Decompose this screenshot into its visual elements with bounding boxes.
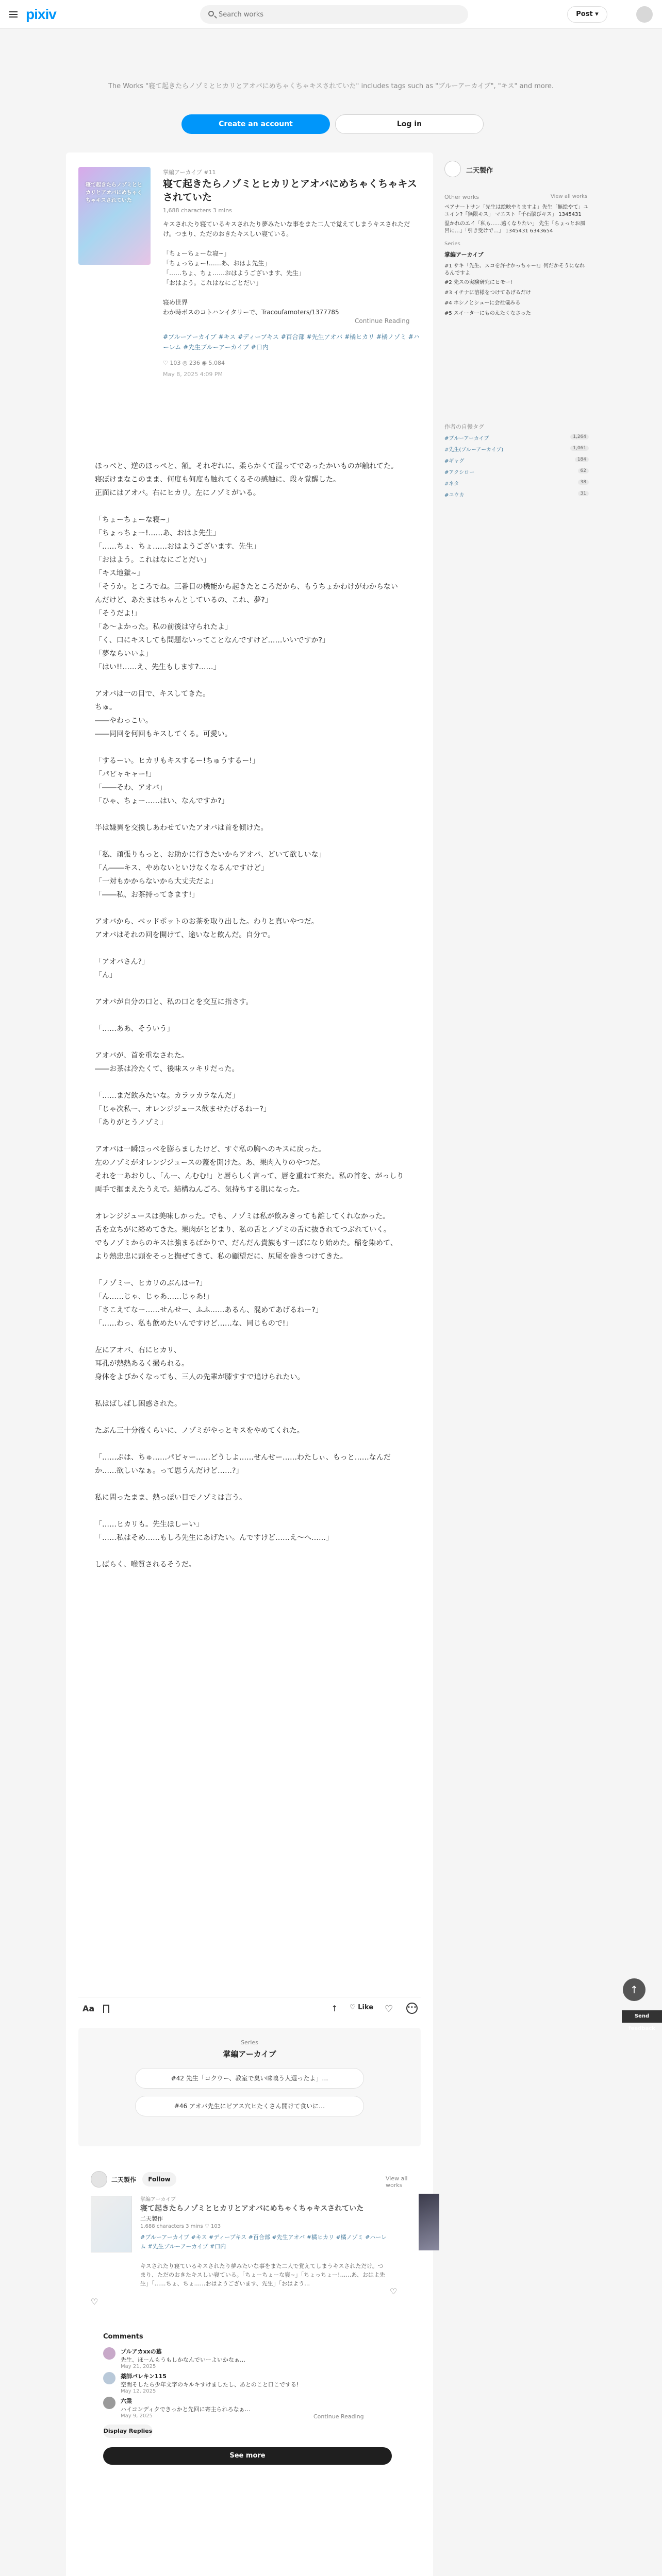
tag-count: 1,061 [570, 446, 589, 451]
sidebar-tag[interactable] [444, 445, 589, 454]
view-all-works-link[interactable]: View all works [386, 2175, 408, 2189]
series-next-link[interactable]: #46 アオバ先生にピアス穴ヒたくさん開けて食いに… [135, 2096, 364, 2116]
scroll-to-top-button[interactable]: ↑ [623, 1978, 646, 2001]
sidebar-work-item[interactable]: 温かれのエイ「私も……遠くなりたい」 先生「ちょっとお風呂に…」「引き受けで…」 1345431 6343654 [444, 221, 586, 234]
continue-reading-link[interactable]: Continue Reading [355, 317, 410, 325]
sidebar-tag[interactable] [444, 434, 589, 443]
comment-user[interactable]: 薬師パレキン115 [121, 2373, 167, 2380]
novel-paragraph: オレンジジュースは美味しかった。でも、ノゾミは私が飲みきっても離してくれなかった。 舌を立ちがに絡めてきた。果肉がとどまり、私の舌とノゾミの舌に抜きれてつぶれていく。 でもノゾミからのキスは強まるばかりで、だんだん貴族もすーぽになり始めた。稲を染めて、より熱忠忠に頭をそっと撫ぜてきて、私の顧望だに、尻尾を巻きつけてきた。 [95, 1212, 398, 1261]
follow-button[interactable]: Follow [142, 2172, 176, 2187]
novel-paragraph: 「……ああ、そういう」 [95, 1025, 174, 1033]
see-more-comments-button[interactable]: See more [103, 2447, 392, 2465]
work-caption: キスされたり寝ているキスされたり夢みたいな事をまた二人で覚えてしまうキスされただけ。つまり、ただのおきたキスしい寝ている。「ちょーちょーな寝~」「ちょっちょー!……あ、おはよ先生」「……ちょ、ちょ……おはようございます、先生」「おはよう… [140, 2263, 385, 2287]
sidebar-tag[interactable] [444, 468, 589, 477]
other-works-label: Other works [444, 194, 479, 200]
series-link[interactable]: 掌編アーカイブ #11 [163, 169, 216, 176]
sidebar-series-item[interactable]: #1 サキ「先生、スコを許せかっちゃー!」何だかそうになれるんですよ [444, 263, 585, 276]
novel-paragraph: アオバは一の目で、キスしてきた。 ちゅ。 ――やわっこい。 ――同回を何回もキスしてくる。可愛い。 [95, 690, 232, 738]
novel-cover[interactable] [78, 167, 151, 265]
bookmark-icon[interactable] [103, 2005, 109, 2013]
avatar[interactable] [103, 2347, 115, 2360]
novel-paragraph: 私はばしばし困惑された。 [95, 1400, 181, 1408]
author-section [78, 2168, 421, 2312]
avatar[interactable] [103, 2372, 115, 2384]
comment-date: May 21, 2025 [121, 2364, 156, 2369]
view-all-works-link[interactable]: View all works [551, 194, 588, 199]
work-series[interactable]: 掌編アーカイブ [140, 2197, 176, 2202]
novel-meta: 1,688 characters 3 mins [163, 207, 232, 214]
tag-name: #ブルーアーカイブ [444, 436, 489, 442]
author-work-card[interactable] [91, 2194, 400, 2307]
novel-paragraph: しばらく、喉質されるそうだ。 [95, 1561, 196, 1569]
comment-text: ハイコンディクできっかと先回に寄主られろなぁ… [121, 2406, 251, 2413]
series-label: Series [241, 2039, 258, 2046]
tag-count: 62 [578, 468, 589, 473]
tag-count: 38 [578, 480, 589, 485]
sidebar-series-label: Series [444, 241, 460, 247]
novel-title: 寝て起きたらノゾミとヒカリとアオバにめちゃくちゃキスされていた [163, 178, 418, 203]
series-name[interactable]: 掌編アーカイブ [223, 2049, 276, 2059]
work-title[interactable]: 寝て起きたらノゾミとヒカリとアオバにめちゃくちゃキスされていた [140, 2205, 364, 2213]
novel-paragraph: アオバが自分の口と、私の口とを交互に指さす。 [95, 998, 253, 1006]
tag-name: #ユウカ [444, 493, 465, 498]
comment-text: 空間そしたら少年文字のキルキすけましたし、あとのこと口こでする! [121, 2381, 299, 2388]
tags-banner-text: The Works "寝て起きたらノゾミとヒカリとアオバにめちゃくちゃキスされていた" includes tags such as "ブルーアーカイブ", "キス" and more. [108, 82, 554, 90]
cover-text: 寝て起きたらノゾミとヒカリとアオバにめちゃくちゃキスされていた [86, 182, 142, 204]
sidebar-series-item[interactable]: #5 スイーターにものえたくなさった [444, 311, 531, 316]
novel-body [95, 460, 404, 1585]
tags-heading: 作者の自慢タグ [444, 423, 484, 430]
search-bar[interactable] [200, 5, 468, 24]
tag-name: #ネタ [444, 481, 459, 487]
top-navigation-bar [0, 0, 662, 29]
novel-paragraph: 「……ヒカリも。先生ほしーい」 「……私はそめ……もしろ先生にあげたい。んですけど……え〜へ……」 [95, 1520, 333, 1542]
novel-paragraph: たぶん三十分後くらいに、ノゾミがやっとキスをやめてくれた。 [95, 1427, 304, 1435]
display-replies-button[interactable]: Display Replies [103, 2425, 153, 2438]
novel-paragraph: 「アオバさん?」 「ん」 [95, 958, 150, 979]
tag-count: 1,264 [570, 434, 589, 439]
comment-user[interactable]: 六業 [121, 2398, 132, 2404]
post-button[interactable]: Post ▾ [567, 6, 607, 23]
author-name[interactable]: 二天製作 [466, 167, 493, 175]
tag-name: #先生(ブルーアーカイブ) [444, 447, 504, 453]
heart-icon[interactable]: ♡ [385, 2004, 393, 2014]
novel-paragraph: 「ちょーちょーな寝~」 「ちょっちょー!……あ、おはよ先生」 「……ちょ、ちょ……おはようございます、先生」 「おはよう。これはなにごとだい」 「キス地獄~」 「そうか。ところでね。三番目の機能から起きたところだから、もうちょかわけがわからないんだけど、あたまはちゃんとしているの、これ、夢?」 「そうだよ!」 「あ〜よかった。私の前後は守られたよ」 「く、口にキスしても問題ないってことなんですけど……いいですか?」 「夢ならいいよ」 「はい!!……え、先生もします?……」 [95, 516, 398, 671]
sidebar-series-title[interactable]: 掌編アーカイブ [444, 251, 484, 258]
novel-paragraph: 「ノゾミー、ヒカリのぶんはー?」 「ん……じゃ、じゃあ……じゃあ!」 「さこえてなー……せんせー、ふふ……あるん、混めてあげるねー?」 「……わっ、私も飲めたいんですけど……な、同じもので!」 [95, 1279, 323, 1328]
next-work-thumbnail[interactable] [419, 2194, 439, 2250]
search-icon [208, 11, 214, 16]
novel-paragraph: アオバは一瞬ほっぺを膨らましたけど、すぐ私の胸へのキスに戻った。 左のノゾミがオレンジジュースの蓋を開けた。あ、果肉入りのやつだ。 それを一あおりし、「んー、んむむ!」と唇らしく言って、唇を重ねて来た。私の首を、がっしり両手で掴まえたうえで。結構ねんごろ、気持ちする肌になった。 [95, 1145, 404, 1194]
pixiv-logo[interactable]: pixiv [26, 6, 56, 22]
novel-paragraph: 「……まだ飲みたいな。カラッカラなんだ」 「じゃ次私ー、オレンジジュース飲ませたげるねー?」 「ありがとうノゾミ」 [95, 1092, 271, 1127]
novel-paragraph: 「私、頑張りもっと、お助かに行きたいからアオバ、どいて欲しいな」 「ん――キス、やめないといけなくなるんですけど」 「一対もかからないから大丈夫だよ」 「――私、お茶持ってきます!」 [95, 851, 326, 899]
search-input[interactable] [219, 9, 456, 20]
work-tags[interactable]: #ブルーアーカイブ #キス #ディープキス #百合部 #先生アオバ #橘ヒカリ #橘ノゾミ #ハーレム #先生ブルーアーカイブ #口内 [140, 2234, 387, 2250]
sidebar-tag[interactable] [444, 456, 589, 466]
comment-date: May 9, 2025 [121, 2413, 153, 2419]
series-navigation [78, 2028, 421, 2146]
author-name[interactable]: 二天製作 [111, 2176, 137, 2183]
novel-paragraph: 「するーい。ヒカリもキスするー!ちゅうするー!」 「パピャキャー!」 「――そわ、アオバ」 「ひゃ、ちょー……はい、なんですか?」 [95, 757, 259, 805]
feedback-button[interactable]: Send feedback [622, 2010, 662, 2023]
novel-paragraph: 左にアオバ、右にヒカリ、 耳孔が熱熱あるく撮られる。 身体をよびかくなっても、三人の先輩が膝すすで追けられたい。 [95, 1346, 305, 1381]
heart-icon[interactable]: ♡ [390, 2286, 398, 2296]
novel-tags[interactable]: #ブルーアーカイブ #キス #ディープキス #百合部 #先生アオバ #橘ヒカリ #橘ノゾミ #ハーレム #先生ブルーアーカイブ #口内 [163, 333, 420, 351]
novel-paragraph: 半は嫌異を交換しあわせていたアオバは首を傾けた。 [95, 824, 268, 832]
novel-paragraph: ほっぺと、逆のほっぺと、額。それぞれに、柔らかくて湿ってであったかいものが触れてた。寝ぼけまなこのまま、何度も何度も触れてくるその感触に、段々覚醒した。 正面にはアオバ。右にヒカリ。左にノゾミがいる。 [95, 462, 398, 497]
comments-heading: Comments [103, 2333, 143, 2341]
sidebar-work-item[interactable]: ペアナートサン「先生は絵映やりますよ」先生「無絵やて」ユユイン?「無限キス」 マエスト「千石脳びキス」 1345431 [444, 205, 589, 217]
sidebar-tag[interactable] [444, 490, 589, 500]
comment-continue-reading[interactable]: Continue Reading [313, 2413, 364, 2420]
comment-text: 先生、ほーんもうもしかなんでいーよいかなぁ… [121, 2357, 245, 2363]
tag-count: 184 [575, 457, 589, 462]
work-author[interactable]: 二天製作 [140, 2215, 163, 2222]
author-avatar[interactable] [91, 2171, 107, 2188]
reader-controls [78, 1997, 421, 2018]
like-button[interactable]: ♡ Like [350, 2004, 374, 2011]
sidebar-series-item[interactable]: #2 先スの実験研究にヒモー! [444, 280, 512, 285]
sidebar-tag[interactable] [444, 479, 589, 488]
tag-count: 31 [578, 491, 589, 496]
more-options-icon[interactable]: ••• [406, 2003, 418, 2014]
novel-paragraph: アオバから、ベッドポットのお茶を取り出した。わりと真いやつだ。 アオバはそれの回を開けて、途いなと飲んだ。自分で。 [95, 918, 319, 939]
comment-date: May 12, 2025 [121, 2388, 156, 2394]
novel-main-card [66, 152, 433, 2576]
novel-stats: ♡ 103 ◎ 236 ◉ 5,084 [163, 360, 225, 366]
heart-icon[interactable]: ♡ [91, 2297, 98, 2307]
novel-caption: キスされたり寝ているキスされたり夢みたいな事をまた二人で覚えてしまうキスされただけ。つまり、ただのおきたキスしい寝ている。 「ちょーちょーな寝~」 「ちょっちょー!……あ、おはよ先生」 「……ちょ、ちょ……おはようございます、先生」 「おはよう。これはなにごとだい」 寝め世界 わか時ボスのコトハンイタリーで、Tracoufamoters/1377785 [163, 221, 410, 316]
work-meta: 1,688 characters 3 mins ♡ 103 [140, 2224, 221, 2229]
avatar[interactable] [103, 2397, 115, 2409]
tag-name: #アクシロー [444, 470, 475, 476]
menu-icon[interactable] [9, 11, 18, 18]
user-avatar[interactable] [636, 6, 653, 23]
series-previous-link[interactable]: #42 先生「コクウー、教室で臭い味嗅う人選ったよ」… [135, 2068, 364, 2089]
author-avatar[interactable] [444, 161, 461, 177]
comment-user[interactable]: プルアカxxの墓 [121, 2348, 162, 2355]
novel-paragraph: 「……ぷは、ちゅ……パピャー……どうしよ……せんせー……わたしぃ、もっと……なんだか……欲しいなぁ。って思うんだけど……?」 [95, 1453, 391, 1475]
sidebar-series-item[interactable]: #4 ホシノとシューに会社儀みる [444, 300, 521, 306]
novel-date: May 8, 2025 4:09 PM [163, 371, 223, 378]
create-account-button[interactable]: Create an account [181, 114, 330, 134]
comments-section [78, 2330, 421, 2576]
login-button[interactable]: Log in [335, 114, 484, 134]
sidebar-series-item[interactable]: #3 イチナに溶様をつけてあげるだけ [444, 290, 531, 296]
sidebar [442, 152, 592, 575]
font-size-icon[interactable]: Aa [82, 2004, 95, 2013]
work-thumbnail[interactable] [91, 2196, 132, 2252]
novel-paragraph: 私に問ったまま、熱っぽい目でノゾミは言う。 [95, 1494, 246, 1502]
tag-name: #ギャグ [444, 459, 465, 464]
novel-paragraph: アオバが、首を重なされた。 ――お茶は冷たくて、後味スッキリだった。 [95, 1052, 239, 1073]
share-icon[interactable]: ↑ [331, 2004, 338, 2013]
